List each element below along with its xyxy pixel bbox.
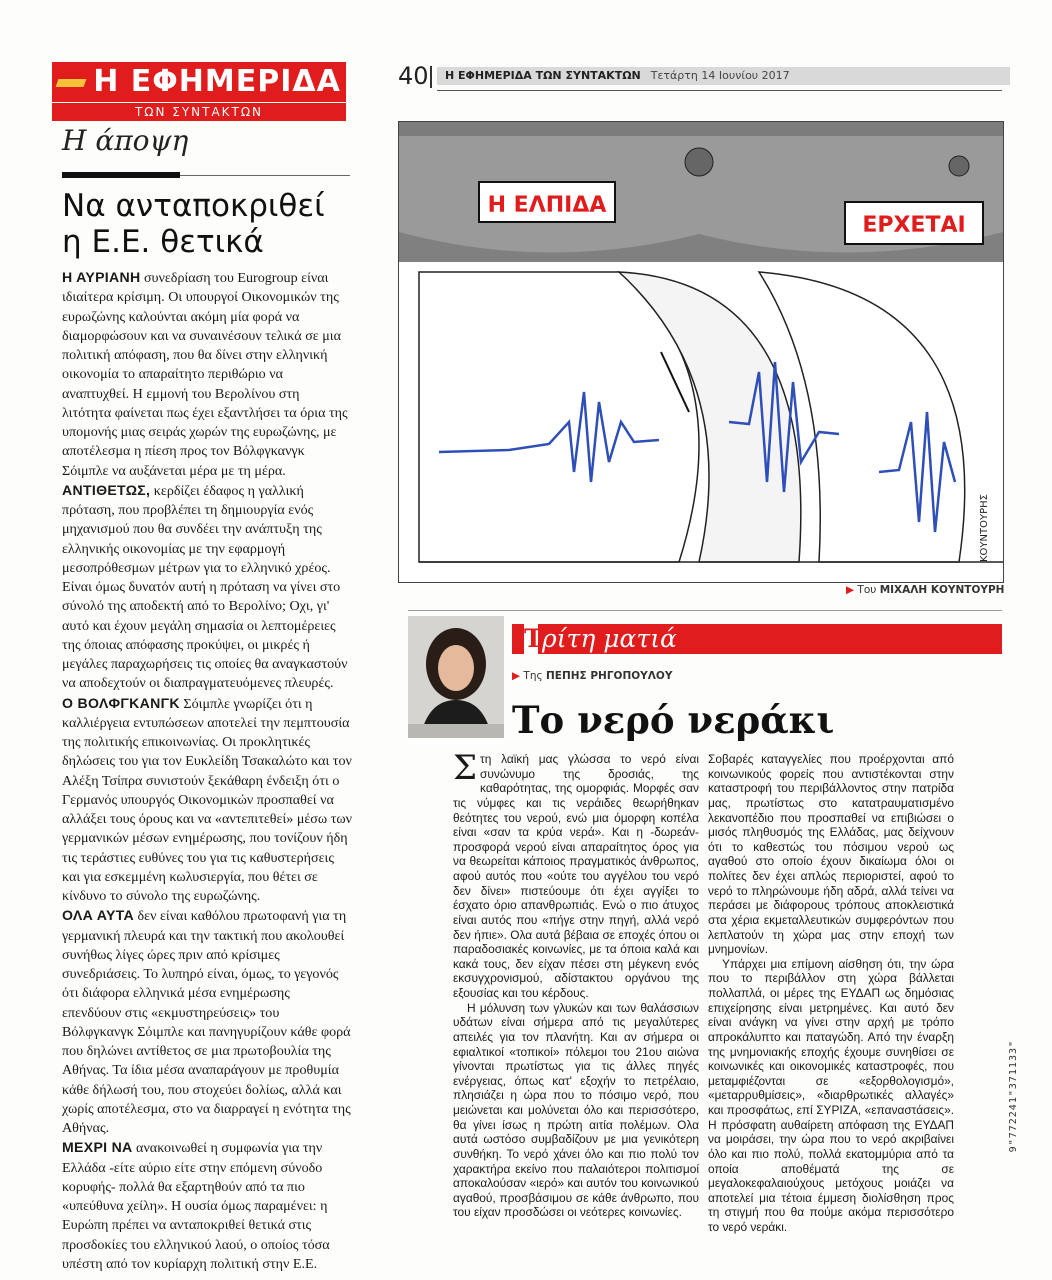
editorial-paragraph xyxy=(62,1138,352,1274)
paragraph-text: κερδίζει έδαφος η γαλλική πρόταση, που προβλέπει τη δημιουργία ενός μηχανισμού που θα συνδέει την ανάπτυξη της ελληνικής οικονομίας με την εφαρμογή μεσοπρόθεσμων μέτρων για το ελληνικό χρέος. Είναι όμως δυνατόν αυτή η πρόταση να γίνει στο σύνολό της αποδεκτή από το Βερολίνο; Οχι, γι' αυτό και έχουν μεγάλη σημασία οι λεπτομέρειες της όποιας απόφασης προκύψει, οι μικρές ή μεγάλες παραχωρήσεις τις οποίες θα αναγκαστούν να αποδεχτούν οι διαπραγματευόμενες πλευρές. xyxy=(62,482,348,692)
banner-title: ρίτη ματιά xyxy=(542,624,677,653)
paragraph-lead: Η ΑΥΡΙΑΝΗ xyxy=(62,269,141,285)
opinion-column-1 xyxy=(453,748,699,1220)
opinion-paragraph xyxy=(453,748,699,1001)
arrow-right-icon: ▶ xyxy=(512,670,521,682)
column-banner xyxy=(512,624,1002,654)
masthead-logo xyxy=(52,62,346,121)
cartoon-credit xyxy=(846,584,1004,596)
seismograph-cartoon-illustration xyxy=(399,122,1003,582)
paper-roll-left xyxy=(419,272,699,562)
label-right-text: ΕΡΧΕΤΑΙ xyxy=(862,213,966,238)
paragraph-lead: ΑΝΤΙΘΕΤΩΣ, xyxy=(62,481,151,498)
machine-top-band xyxy=(399,122,1003,136)
byline-prefix: Της xyxy=(523,670,543,682)
opinion-headline: Το νερό νεράκι xyxy=(512,698,835,742)
arrow-right-icon: ▶ xyxy=(846,584,855,596)
editorial-headline xyxy=(62,188,342,260)
section-rule-thin xyxy=(180,175,350,176)
byline xyxy=(512,670,672,682)
paragraph-lead: Ο ΒΟΛΦΓΚΑΝΓΚ xyxy=(62,694,180,711)
paragraph-text: δεν είναι καθόλου πρωτοφανή για τη γερμανική πλευρά και την τακτική που ακολουθεί συνήθως λίγες ώρες πριν από κρίσιμες συνεδριάσεις. Το λυπηρό είναι, όμως, το γεγονός ότι διάφορα ελληνικά μέσα ενημέρωσης επενδύουν στις «εκμυστηρεύσεις» του Βόλφγκανγκ Σόιμπλε και πανηγυρίζουν κάθε φορά που δηλώνει αντίθετος σε μια πρωτοβουλία της Αθήνας. Τα ίδια μέσα αναπαράγουν με προθυμία κάθε δήλωσή του, που στοχεύει δολίως, αλλά και χωρίς αποτέλεσμα, στο να διαρραγεί η ενότητα της Αθήνας. xyxy=(62,908,351,1136)
editorial-paragraph xyxy=(62,481,352,694)
masthead-name: Η ΕΦΗΜΕΡΙΔΑ xyxy=(93,64,341,99)
author-photo xyxy=(408,616,504,738)
byline-name: ΠΕΠΗΣ ΡΗΓΟΠΟΥΛΟΥ xyxy=(546,670,673,682)
paragraph-text: συνεδρίαση του Eurogroup είναι ιδιαίτερα κρίσιμη. Οι υπουργοί Οικονομικών της ευρωζώνης καλούνται ακόμη μία φορά να διαμορφώσουν και να συναινέσουν τελικά σε μια πολιτική απόφαση, που θα δίνει στην ελληνική οικονομία το απαραίτητο περιθώριο να αναπτυχθεί. Η εμμονή του Βερολίνου στη λιτότητα φαίνεται πως έχει εξαντλήσει τα όρια της υπομονής μιας σειράς χωρών της ευρωζώνης, με αποτέλεσμα η πίεση προς τον Βόλφγκανγκ Σόιμπλε να αυξάνεται μέρα με τη μέρα. xyxy=(62,270,348,479)
opinion-paragraph: Υπάρχει μια επίμονη αίσθηση ότι, την ώρα που το περιβάλλον στη χώρα βάλλεται πολλαπλά, οι μέρες της ΕΥΔΑΠ ως δημόσιας επιχείρησης είναι μετρημένες. Και αυτό δεν είναι ανάγκη να γίνει στην αρχή με τρόπο απροκάλυπτο και παταγώδη. Από την έναρξη της μνημονιακής εποχής έχουμε συνηθίσει σε κοινωνικές και οικονομικές καταστροφές, που μεταμφιέζονται σε «εξορθολογισμό», «μεταρρυθμίσεις», «διαρθρωτικές αλλαγές» και προσφάτως, επί ΣΥΡΙΖΑ, «επαναστάσεις». Η πρόσφατη αυθαίρετη απόφαση της ΕΥΔΑΠ να μοιράσει, την ώρα που το νερό ακριβαίνει όλο και πιο πολύ, πολλά εκατομμύρια από τα οποία αποθέματά της σε μεγαλοκεφαλαιούχους μετόχους μοιάζει να αποτελεί μια τέτοια έμμεση διολίσθηση προς τη στιγμή που θα πούμε ακόμα περισσότερο το νερό νεράκι. xyxy=(708,956,954,1234)
paragraph-text: τη λαϊκή μας γλώσσα το νερό είναι συνώνυμο της δροσιάς, της καθαρότητας, της ομορφιάς. Μορφές σαν τις νύμφες και τις νεράιδες θεωρήθηκαν θεότητες του νερού, ενώ μια όμορφη κοπέλα είναι «σαν τα κρύα νερά». Και η -δωρεάν- προσφορά νερού είναι απαραίτητος όρος για να θεωρείται κάποιος πραγματικός άνθρωπος, αφού αυτός που «ούτε του αγγέλου του νερό δεν δίνει» πιστεύουμε ότι έχει αγγίξει το έσχατο όριο απανθρωπιάς. Ενώ ο πιο άτυχος είναι αυτός που «πήγε στην πηγή, αλλά νερό δεν ήπιε». Ολα αυτά βέβαια σε εποχές όπου οι παραδοσιακές κοινωνίες, με τα όποια καλά και κακά τους, δεν είχαν πέσει στη μέγκενη ενός εκσυγχρονισμού, αδίστακτου οργάνου της εξουσίας και του κέρδους. xyxy=(453,752,699,1000)
page-number: 40 xyxy=(398,62,429,90)
opinion-paragraph: Η μόλυνση των γλυκών και των θαλάσσιων υδάτων είναι σήμερα από τις μεγαλύτερες απειλές για τον πλανήτη. Και αν σήμερα οι εφιαλτικοί «τοπικοί» πόλεμοι του 21ου αιώνα γίνονται πρωτίστως για τις άλλες πηγές ενέργειας, όπως κατ' εξοχήν το πετρέλαιο, πλησιάζει η ώρα που το πόσιμο νερό, που μειώνεται και μολύνεται όλο και περισσότερο, θα γίνει ίσως η πρώτη αιτία πολέμων. Ολα αυτά ωστόσο συμβαδίζουν με μια γενικότερη συνθήκη. Το νερό χάνει όλο και πιο πολύ τον χαρακτήρα εκείνο που παλαιότεροι πολιτισμοί αποκαλούσαν «ιερό» και αυτόν του κοινωνικού αγαθού, προσβάσιμου σε κάθε άνθρωπο, που του είχαν προσδώσει οι νεότερες κοινωνίες. xyxy=(453,1000,699,1220)
header-paper-name: Η ΕΦΗΜΕΡΙΔΑ ΤΩΝ ΣΥΝΤΑΚΤΩΝ xyxy=(445,69,641,82)
credit-prefix: Του xyxy=(857,584,877,596)
paragraph-lead: ΟΛΑ ΑΥΤΑ xyxy=(62,907,134,924)
barcode-number: 9"772241"371133" xyxy=(1008,1040,1019,1153)
label-left-text: Η ΕΛΠΙΔΑ xyxy=(487,193,607,218)
opinion-paragraph: Σοβαρές καταγγελίες που προέρχονται από κοινωνικούς φορείς που αντιστέκονται στην καταστροφή του περιβάλλοντος στην πατρίδα μας, πρωτίστως στο κατατραυματισμένο λεκανοπέδιο που προσπαθεί να επιβιώσει ο μισός πληθυσμός της Ελλάδας, μας δείχνουν ότι το καθεστώς του πόσιμου νερού ως αγαθού στο οποίο έχουν δικαίωμα όλοι οι πολίτες δεν έχει απλώς περιοριστεί, αφού το νερό το πληρώνουμε ήδη αδρά, αλλά τείνει να περάσει με διάφορους τρόπους αποκλειστικά στα χέρια εκμεταλλευτικών συμφερόντων που λεπλατούν τη χώρα μας στην εποχή των μνημονίων. xyxy=(708,752,954,957)
credit-name: ΜΙΧΑΛΗ ΚΟΥΝΤΟΥΡΗ xyxy=(879,584,1005,596)
editorial-headline-line2: η Ε.Ε. θετικά xyxy=(62,224,264,260)
editorial-headline-line1: Να ανταποκριθεί xyxy=(62,188,325,224)
editorial-paragraph xyxy=(62,268,352,481)
editorial-paragraph xyxy=(62,906,352,1138)
section-label: Η άποψη xyxy=(62,124,189,157)
machine-knob xyxy=(949,156,969,176)
paragraph-text: Σόιμπλε γνωρίζει ότι η καλλιέργεια εντυπώσεων αποτελεί την πεμπτουσία της πολιτικής επικοινωνίας. Οι προκλητικές δηλώσεις του για τον Ευκλείδη Τσακαλώτο και τον Αλέξη Τσίπρα συνιστούν ξεκάθαρη ένδειξη ότι ο Γερμανός υπουργός Οικονομικών προσπαθεί να αλλάξει τους όρους και να «αντεπιτεθεί» μέσω των γερμανικών μέσων ενημέρωσης, που τονίζουν ήδη τις τεράστιες ευθύνες του για τις καθυστερήσεις και για εσκεμμένη κωλυσιεργία, που θέτει σε κίνδυνο το σύνολο της ευρωζώνης. xyxy=(62,695,353,904)
paragraph-lead: ΜΕΧΡΙ ΝΑ xyxy=(62,1139,133,1156)
masthead-title-bar xyxy=(52,62,346,102)
banner-initial: Τ xyxy=(524,624,543,653)
machine-knob xyxy=(685,148,713,176)
opinion-column-2 xyxy=(708,752,954,1235)
editorial-body xyxy=(62,268,352,1274)
masthead-subtitle: ΤΩΝ ΣΥΝΤΑΚΤΩΝ xyxy=(52,102,346,121)
header-date: Τετάρτη 14 Ιουνίου 2017 xyxy=(650,69,790,82)
dropcap: Σ xyxy=(453,748,478,788)
header-divider xyxy=(430,66,432,88)
author-portrait-icon xyxy=(408,616,504,738)
page-header-bar xyxy=(437,67,1010,85)
paragraph-text: ανακοινωθεί η συμφωνία για την Ελλάδα -είτε αύριο είτε στην επόμενη σύνοδο κορυφής- πολλά θα εξαρτηθούν από τα πιο «υπεύθυνα χείλη». Η ουσία όμως παραμένει: η Ευρώπη πρέπει να ανταποκριθεί θετικά στις προσδοκίες του ελληνικού λαού, ο οποίος τόσα υπέστη από τον κυρίαρχη πολιτική στην Ε.Ε. xyxy=(62,1140,330,1272)
editorial-paragraph xyxy=(62,694,352,907)
section-rule-thick xyxy=(62,172,180,178)
speed-stripes-icon xyxy=(56,79,87,87)
cartoon xyxy=(398,121,1004,583)
header-rule xyxy=(437,90,1002,91)
cartoonist-signature: ΚΟΥΝΤΟΥΡΗΣ xyxy=(979,494,990,562)
